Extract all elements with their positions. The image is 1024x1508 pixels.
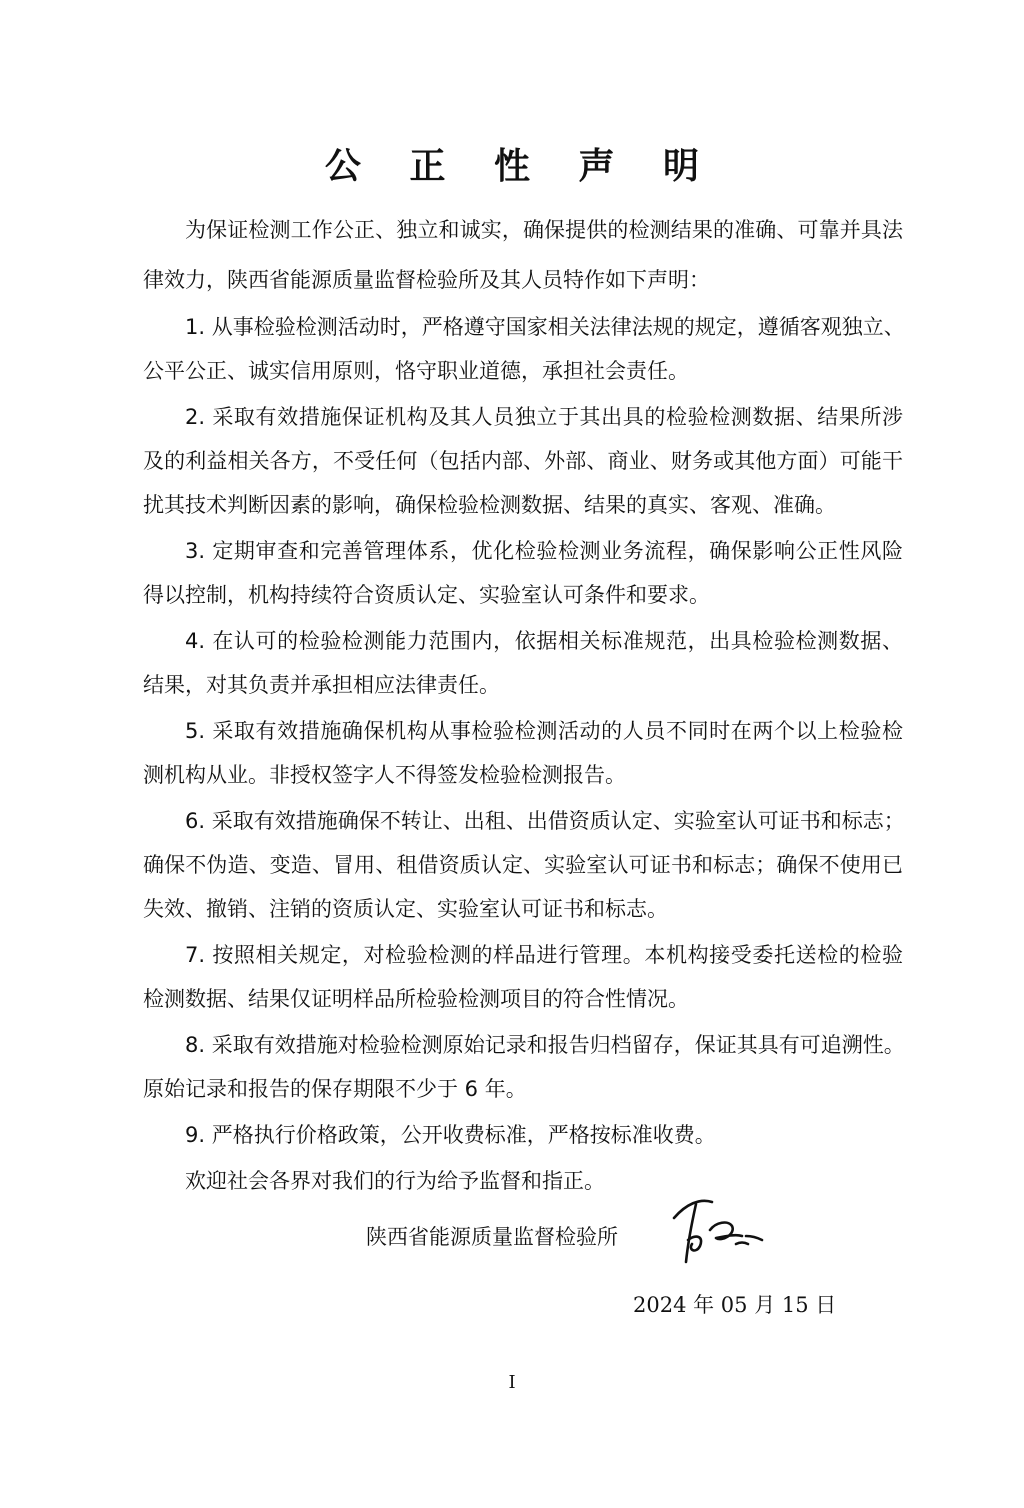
item-2-line-1: 2. 采取有效措施保证机构及其人员独立于其出具的检验检测数据、结果所涉	[185, 405, 903, 429]
page-number: I	[508, 1372, 516, 1393]
item-6-line-2: 确保不伪造、变造、冒用、租借资质认定、实验室认可证书和标志；确保不使用已	[143, 853, 903, 877]
declaration-date: 2024 年 05 月 15 日	[633, 1293, 837, 1317]
item-7-line-2: 检测数据、结果仅证明样品所检验检测项目的符合性情况。	[143, 987, 689, 1011]
organization-name: 陕西省能源质量监督检验所	[366, 1225, 618, 1249]
item-3-line-2: 得以控制，机构持续符合资质认定、实验室认可条件和要求。	[143, 583, 710, 607]
closing-line: 欢迎社会各界对我们的行为给予监督和指正。	[185, 1169, 605, 1193]
item-1-line-1: 1. 从事检验检测活动时，严格遵守国家相关法律法规的规定，遵循客观独立、	[185, 315, 905, 339]
intro-line-2: 律效力，陕西省能源质量监督检验所及其人员特作如下声明：	[143, 268, 710, 292]
item-2-line-3: 扰其技术判断因素的影响，确保检验检测数据、结果的真实、客观、准确。	[143, 493, 836, 517]
item-5-line-1: 5. 采取有效措施确保机构从事检验检测活动的人员不同时在两个以上检验检	[185, 719, 903, 743]
item-6-line-1: 6. 采取有效措施确保不转让、出租、出借资质认定、实验室认可证书和标志；	[185, 809, 905, 833]
handwritten-signature	[666, 1190, 786, 1270]
item-5-line-2: 测机构从业。非授权签字人不得签发检验检测报告。	[143, 763, 626, 787]
intro-line-1: 为保证检测工作公正、独立和诚实，确保提供的检测结果的准确、可靠并具法	[185, 218, 903, 242]
item-8-line-1: 8. 采取有效措施对检验检测原始记录和报告归档留存，保证其具有可追溯性。	[185, 1033, 905, 1057]
item-6-line-3: 失效、撤销、注销的资质认定、实验室认可证书和标志。	[143, 897, 668, 921]
item-8-line-2: 原始记录和报告的保存期限不少于 6 年。	[143, 1077, 527, 1101]
item-4-line-1: 4. 在认可的检验检测能力范围内，依据相关标准规范，出具检验检测数据、	[185, 629, 903, 653]
page-title: 公 正 性 声 明	[324, 146, 718, 187]
item-1-line-2: 公平公正、诚实信用原则，恪守职业道德，承担社会责任。	[143, 359, 689, 383]
item-2-line-2: 及的利益相关各方，不受任何（包括内部、外部、商业、财务或其他方面）可能干	[143, 449, 903, 473]
item-7-line-1: 7. 按照相关规定，对检验检测的样品进行管理。本机构接受委托送检的检验	[185, 943, 903, 967]
item-3-line-1: 3. 定期审查和完善管理体系，优化检验检测业务流程，确保影响公正性风险	[185, 539, 903, 563]
item-9-line-1: 9. 严格执行价格政策，公开收费标准，严格按标准收费。	[185, 1123, 716, 1147]
item-4-line-2: 结果，对其负责并承担相应法律责任。	[143, 673, 500, 697]
